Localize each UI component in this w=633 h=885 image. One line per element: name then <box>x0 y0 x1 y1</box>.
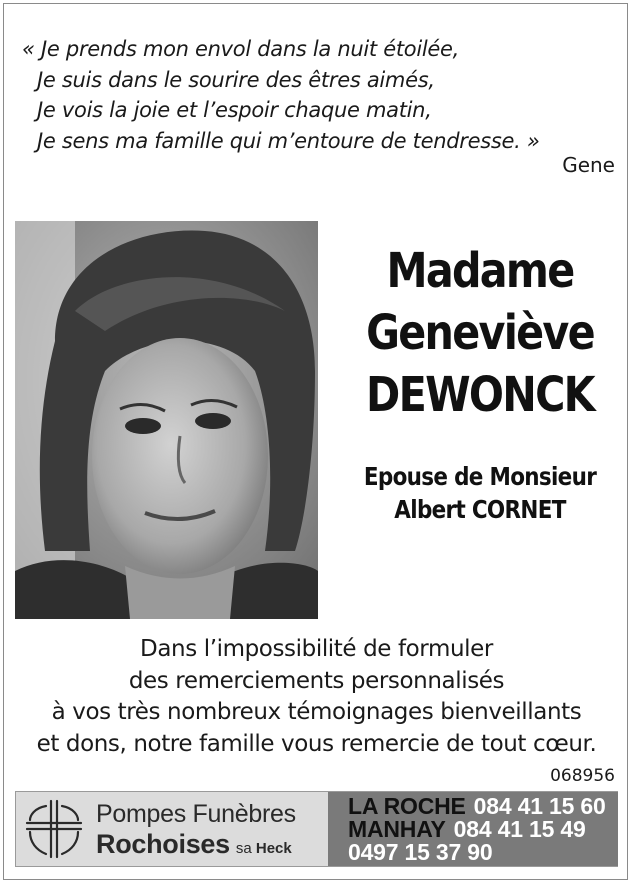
poem-line: Je vois la joie et l’espoir chaque matin, <box>37 98 432 122</box>
company-suffix <box>236 840 292 857</box>
contact-place: LA ROCHE <box>348 793 466 819</box>
spouse-info <box>351 460 609 526</box>
contact-manhay <box>348 818 586 841</box>
company-name-line-2 <box>96 829 292 860</box>
contact-la-roche <box>348 795 606 818</box>
thanks-message <box>0 634 633 760</box>
poem-line: « Je prends mon envol dans la nuit étoilée, <box>22 37 460 61</box>
company-name-line-1: Pompes Funèbres <box>96 800 296 828</box>
funeral-home-advert <box>15 791 618 867</box>
reference-number: 068956 <box>550 766 615 786</box>
poem-line: Je sens ma famille qui m’entoure de tendresse. » <box>37 128 540 153</box>
poem-line: Je suis dans le sourire des êtres aimés, <box>37 67 435 92</box>
poem <box>22 34 622 156</box>
poem-signature: Gene <box>562 153 615 177</box>
thanks-line: Dans l’impossibilité de formuler <box>140 636 493 662</box>
advert-contacts-panel <box>328 792 618 866</box>
spouse-line-2: Albert CORNET <box>394 495 566 524</box>
deceased-last-name: DEWONCK <box>366 367 594 423</box>
thanks-line: et dons, notre famille vous remercie de tout cœur. <box>36 730 597 757</box>
cross-logo-icon <box>24 798 84 860</box>
company-suffix-sa: sa <box>235 840 252 857</box>
deceased-first-name: Geneviève <box>366 305 594 361</box>
deceased-title: Madame <box>386 243 574 299</box>
contact-phone: 084 41 15 60 <box>473 793 606 819</box>
contact-place: MANHAY <box>348 816 446 842</box>
company-suffix-heck: Heck <box>255 840 292 857</box>
portrait-photo <box>15 221 318 619</box>
thanks-line: des remerciements personnalisés <box>128 667 505 694</box>
company-name-main: Rochoises <box>96 829 230 859</box>
contact-phone: 0497 15 37 90 <box>348 839 493 865</box>
spouse-line-1: Epouse de Monsieur <box>363 462 597 491</box>
thanks-line: à vos très nombreux témoignages bienveillants <box>51 699 582 725</box>
contact-mobile <box>348 841 493 864</box>
deceased-name <box>351 240 609 426</box>
contact-phone: 084 41 15 49 <box>453 816 586 842</box>
advert-company-panel <box>16 792 329 866</box>
